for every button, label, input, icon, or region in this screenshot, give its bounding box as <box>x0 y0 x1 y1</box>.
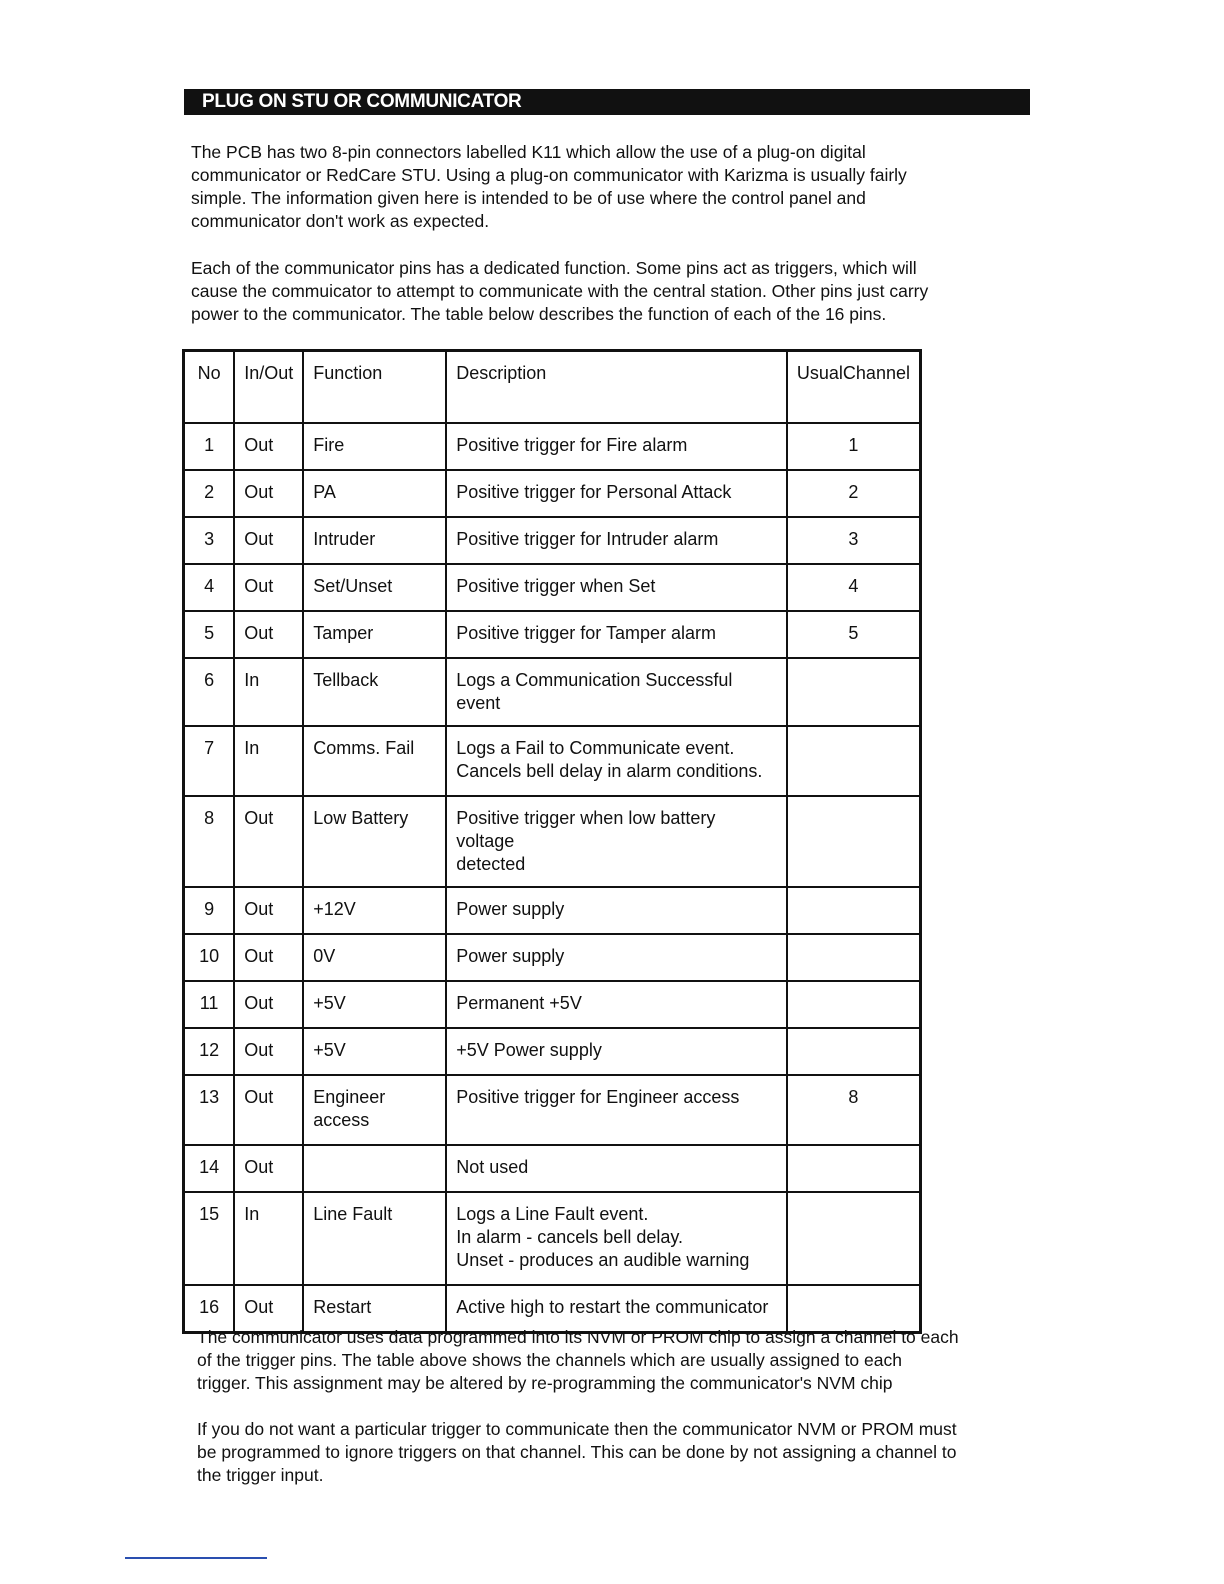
pin-function <box>303 726 446 796</box>
table-row <box>184 1285 921 1332</box>
pin-description <box>446 658 787 726</box>
description-line: Logs a Fail to Communicate event. <box>456 738 735 758</box>
pin-number: 14 <box>184 1145 235 1192</box>
function-line: access <box>313 1110 370 1130</box>
pin-function <box>303 1285 446 1332</box>
table-row <box>184 934 921 981</box>
pin-usual-channel <box>787 726 921 796</box>
header-no: No <box>184 351 235 424</box>
table-row <box>184 564 921 611</box>
pin-number: 10 <box>184 934 235 981</box>
text-line: simple. The information given here is intended to be of use where the control panel and <box>191 188 866 208</box>
description-line: Positive trigger for Fire alarm <box>456 435 688 455</box>
table-row <box>184 1145 921 1192</box>
text-line: trigger. This assignment may be altered by re-programming the communicator's NVM chip <box>197 1373 893 1393</box>
pin-description <box>446 611 787 658</box>
pin-description <box>446 517 787 564</box>
table-row <box>184 1075 921 1145</box>
pin-usual-channel <box>787 981 921 1028</box>
function-line: Tamper <box>313 623 374 643</box>
pin-direction: In <box>234 726 303 796</box>
table-row <box>184 658 921 726</box>
description-line: Not used <box>456 1157 529 1177</box>
pin-usual-channel <box>787 1028 921 1075</box>
pin-number: 16 <box>184 1285 235 1332</box>
table-row <box>184 611 921 658</box>
table-row <box>184 887 921 934</box>
pin-number: 8 <box>184 796 235 887</box>
pin-description <box>446 726 787 796</box>
header-in-out: In/Out <box>234 351 303 424</box>
text-line: communicator don't work as expected. <box>191 211 490 231</box>
table-header-row <box>184 351 921 424</box>
description-line: Positive trigger when low battery voltage <box>456 808 716 851</box>
header-usual-channel: UsualChannel <box>787 351 921 424</box>
pin-number: 7 <box>184 726 235 796</box>
pin-function <box>303 934 446 981</box>
pin-usual-channel: 2 <box>787 470 921 517</box>
pin-description <box>446 981 787 1028</box>
pin-usual-channel <box>787 1145 921 1192</box>
table-row <box>184 1028 921 1075</box>
pin-usual-channel <box>787 796 921 887</box>
pin-function <box>303 1075 446 1145</box>
description-line: Positive trigger for Personal Attack <box>456 482 732 502</box>
text-line: Each of the communicator pins has a dedicated function. Some pins act as triggers, which will <box>191 258 917 278</box>
pin-direction: Out <box>234 611 303 658</box>
text-line: be programmed to ignore triggers on that channel. This can be done by not assigning a channel to <box>197 1442 957 1462</box>
function-line: Set/Unset <box>313 576 393 596</box>
description-line: Cancels bell delay in alarm conditions. <box>456 761 763 781</box>
outro-paragraph-2 <box>197 1418 1027 1487</box>
table-row <box>184 470 921 517</box>
pin-description <box>446 934 787 981</box>
function-line: Tellback <box>313 670 379 690</box>
pin-direction: In <box>234 658 303 726</box>
function-line: 0V <box>313 946 336 966</box>
pin-function <box>303 564 446 611</box>
pin-description <box>446 1192 787 1285</box>
text-line: The communicator uses data programmed into its NVM or PROM chip to assign a channel to each <box>197 1327 959 1347</box>
pin-description <box>446 887 787 934</box>
outro-paragraph-1 <box>197 1326 1027 1395</box>
text-line: If you do not want a particular trigger to communicate then the communicator NVM or PROM must <box>197 1419 957 1439</box>
pin-usual-channel: 8 <box>787 1075 921 1145</box>
description-line: In alarm - cancels bell delay. <box>456 1227 684 1247</box>
pin-function <box>303 658 446 726</box>
pin-function <box>303 517 446 564</box>
pin-number: 2 <box>184 470 235 517</box>
description-line: Unset - produces an audible warning <box>456 1250 750 1270</box>
function-line: Fire <box>313 435 345 455</box>
header-function: Function <box>303 351 446 424</box>
footer-rule <box>125 1557 267 1559</box>
text-line: of the trigger pins. The table above shows the channels which are usually assigned to each <box>197 1350 902 1370</box>
pin-direction: In <box>234 1192 303 1285</box>
pin-usual-channel <box>787 1192 921 1285</box>
pin-direction: Out <box>234 423 303 470</box>
pin-direction: Out <box>234 1028 303 1075</box>
text-line: the trigger input. <box>197 1465 324 1485</box>
function-line: PA <box>313 482 336 502</box>
pin-usual-channel <box>787 1285 921 1332</box>
pin-function <box>303 470 446 517</box>
function-line: Comms. Fail <box>313 738 415 758</box>
table-row <box>184 517 921 564</box>
description-line: Logs a Communication Successful event <box>456 670 733 713</box>
pin-number: 6 <box>184 658 235 726</box>
pin-description <box>446 1145 787 1192</box>
description-line: Logs a Line Fault event. <box>456 1204 649 1224</box>
intro-paragraph-1 <box>191 141 991 233</box>
table-row <box>184 981 921 1028</box>
table-row <box>184 1192 921 1285</box>
pin-function <box>303 981 446 1028</box>
pin-number: 5 <box>184 611 235 658</box>
pin-direction: Out <box>234 934 303 981</box>
header-description: Description <box>446 351 787 424</box>
pin-direction: Out <box>234 1145 303 1192</box>
pin-direction: Out <box>234 517 303 564</box>
pin-number: 1 <box>184 423 235 470</box>
pin-number: 3 <box>184 517 235 564</box>
intro-paragraph-2 <box>191 257 991 326</box>
pin-number: 11 <box>184 981 235 1028</box>
text-line: The PCB has two 8-pin connectors labelled K11 which allow the use of a plug-on digital <box>191 142 866 162</box>
pin-usual-channel: 1 <box>787 423 921 470</box>
pin-usual-channel <box>787 887 921 934</box>
pin-description <box>446 796 787 887</box>
pin-number: 4 <box>184 564 235 611</box>
pin-direction: Out <box>234 887 303 934</box>
description-line: +5V Power supply <box>456 1040 602 1060</box>
pin-description <box>446 1285 787 1332</box>
table-row <box>184 423 921 470</box>
pin-usual-channel: 5 <box>787 611 921 658</box>
pin-description <box>446 1075 787 1145</box>
pin-usual-channel <box>787 934 921 981</box>
description-line: Positive trigger for Intruder alarm <box>456 529 719 549</box>
description-line: Power supply <box>456 899 565 919</box>
pin-function <box>303 1028 446 1075</box>
pin-direction: Out <box>234 1075 303 1145</box>
text-line: cause the commuicator to attempt to communicate with the central station. Other pins just carry <box>191 281 929 301</box>
pin-description <box>446 1028 787 1075</box>
pin-function <box>303 423 446 470</box>
pin-function <box>303 796 446 887</box>
pin-description <box>446 423 787 470</box>
function-line: Engineer <box>313 1087 386 1107</box>
pin-usual-channel: 4 <box>787 564 921 611</box>
description-line: Permanent +5V <box>456 993 582 1013</box>
pin-description <box>446 564 787 611</box>
pin-description <box>446 470 787 517</box>
pin-direction: Out <box>234 470 303 517</box>
text-line: communicator or RedCare STU. Using a plug-on communicator with Karizma is usually fairly <box>191 165 907 185</box>
description-line: Positive trigger for Tamper alarm <box>456 623 717 643</box>
function-line: Low Battery <box>313 808 409 828</box>
pin-direction: Out <box>234 981 303 1028</box>
pin-function <box>303 1192 446 1285</box>
function-line: +12V <box>313 899 356 919</box>
function-line: +5V <box>313 1040 346 1060</box>
pin-number: 12 <box>184 1028 235 1075</box>
description-line: Positive trigger for Engineer access <box>456 1087 740 1107</box>
table-row <box>184 726 921 796</box>
description-line: detected <box>456 854 526 874</box>
pin-number: 15 <box>184 1192 235 1285</box>
function-line: Restart <box>313 1297 372 1317</box>
pin-function <box>303 887 446 934</box>
text-line: power to the communicator. The table below describes the function of each of the 16 pins. <box>191 304 887 324</box>
function-line: +5V <box>313 993 346 1013</box>
function-line: Line Fault <box>313 1204 393 1224</box>
description-line: Active high to restart the communicator <box>456 1297 769 1317</box>
pin-number: 9 <box>184 887 235 934</box>
description-line: Positive trigger when Set <box>456 576 656 596</box>
pin-function-table <box>182 349 922 1334</box>
pin-usual-channel <box>787 658 921 726</box>
function-line: Intruder <box>313 529 376 549</box>
pin-usual-channel: 3 <box>787 517 921 564</box>
pin-function <box>303 611 446 658</box>
pin-function <box>303 1145 446 1192</box>
description-line: Power supply <box>456 946 565 966</box>
pin-direction: Out <box>234 564 303 611</box>
pin-direction: Out <box>234 796 303 887</box>
table-row <box>184 796 921 887</box>
pin-direction: Out <box>234 1285 303 1332</box>
pin-number: 13 <box>184 1075 235 1145</box>
section-header: PLUG ON STU OR COMMUNICATOR <box>184 89 1030 115</box>
